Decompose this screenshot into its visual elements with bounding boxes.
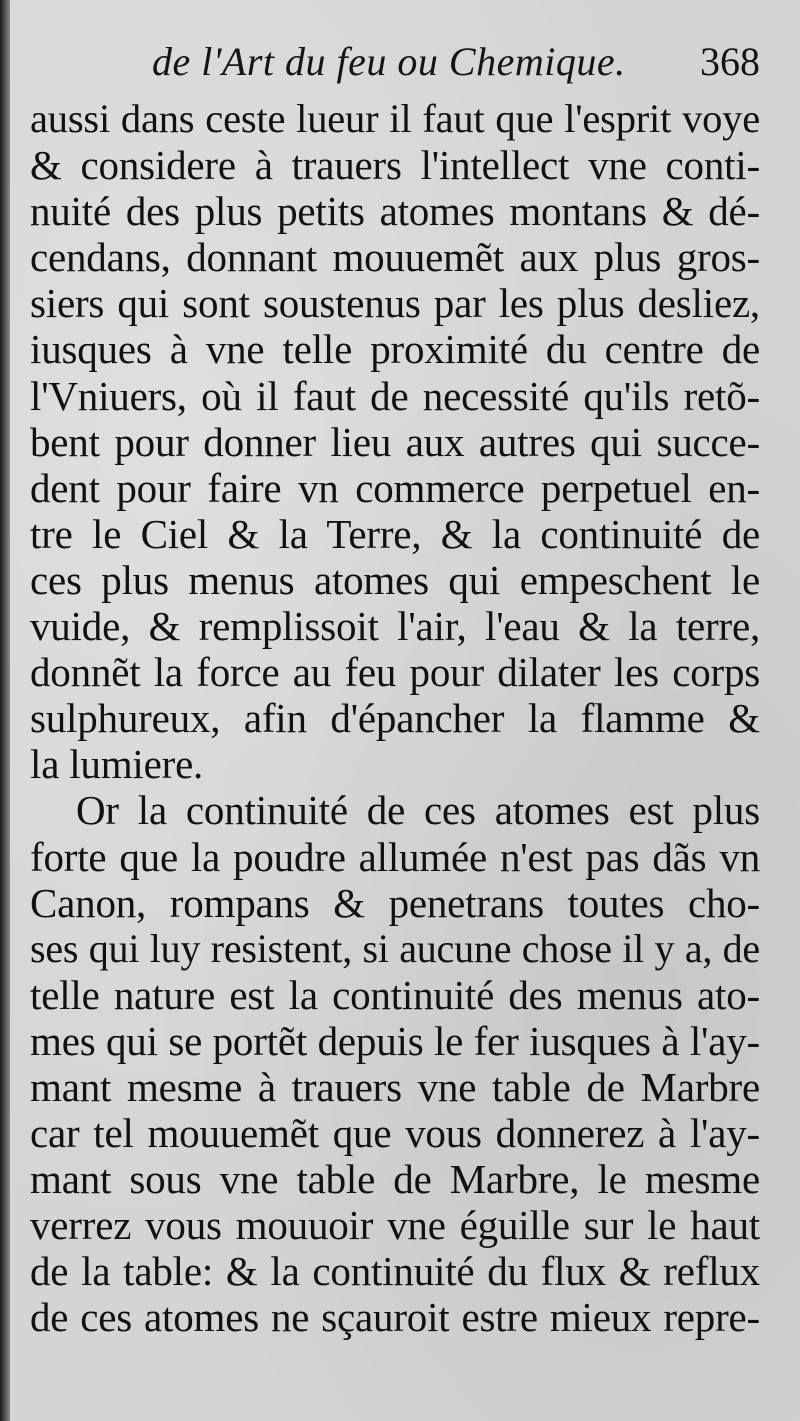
text-line: mant mesme à trauers vne table de Marbre (30, 1063, 760, 1110)
text-line: Or la continuité de ces atomes est plus (76, 787, 760, 834)
text-line: telle nature est la continuité des menus ato- (30, 971, 760, 1018)
body-text (30, 96, 760, 1341)
text-line: Canon, rompans & penetrans toutes cho- (30, 879, 760, 926)
text-line: iusques à vne telle proximité du centre de (30, 326, 760, 373)
running-head: de l'Art du feu ou Chemique. (152, 39, 626, 84)
text-line: verrez vous mouuoir vne éguille sur le haut (30, 1202, 760, 1249)
paragraph-2 (30, 787, 760, 1340)
page-number: 368 (700, 39, 760, 84)
text-line: nuité des plus petits atomes montans & dé- (30, 188, 760, 235)
text-line: car tel mouuemẽt que vous donnerez à l'ay- (30, 1110, 760, 1157)
text-line: l'Vniuers, où il faut de necessité qu'ils retõ- (30, 372, 760, 419)
text-line: ces plus menus atomes qui empeschent le (30, 556, 760, 603)
text-line: vuide, & remplissoit l'air, l'eau & la terre, (30, 603, 760, 650)
text-line: siers qui sont soustenus par les plus desliez, (30, 280, 760, 327)
text-line: la lumiere. (30, 741, 204, 788)
text-line: sulphureux, afin d'épancher la flamme & (30, 695, 760, 742)
page-gutter-shadow (0, 0, 10, 1421)
text-line: ses qui luy resistent, si aucune chose il y a, de (30, 925, 760, 971)
text-line: tre le Ciel & la Terre, & la continuité de (30, 510, 760, 557)
text-line: de la table: & la continuité du flux & reflux (30, 1248, 760, 1295)
text-line: aussi dans ceste lueur il faut que l'esprit voye (30, 96, 760, 141)
text-line: bent pour donner lieu aux autres qui succe- (30, 418, 760, 465)
text-line: de ces atomes ne sçauroit estre mieux repre- (30, 1294, 760, 1341)
page-header (0, 38, 800, 94)
text-line: cendans, donnant mouuemẽt aux plus gros- (30, 234, 760, 281)
text-line: mes qui se portẽt depuis le fer iusques à l'ay- (30, 1017, 760, 1064)
text-line: dent pour faire vn commerce perpetuel en- (30, 464, 760, 511)
text-line: forte que la poudre allumée n'est pas dãs vn (30, 833, 760, 880)
text-line: & considere à trauers l'intellect vne conti- (30, 142, 760, 189)
text-line: donnẽt la force au feu pour dilater les corps (30, 649, 760, 696)
text-line: mant sous vne table de Marbre, le mesme (30, 1156, 760, 1203)
paragraph-1 (30, 96, 760, 787)
